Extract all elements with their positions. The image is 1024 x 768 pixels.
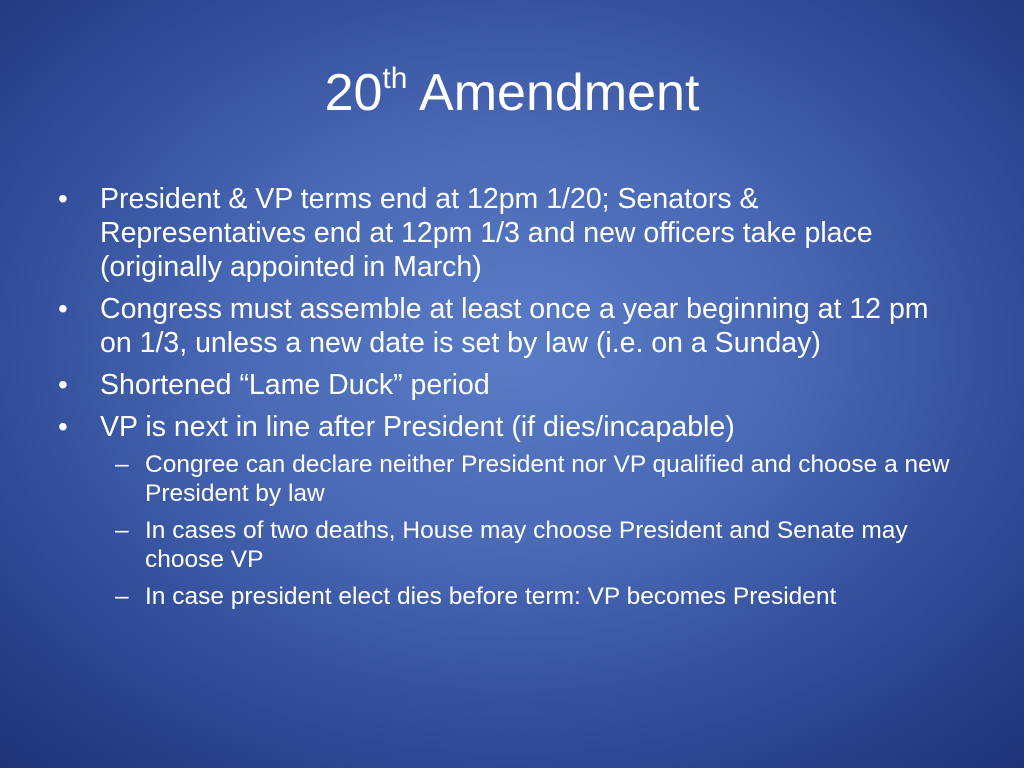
bullet-text: President & VP terms end at 12pm 1/20; Senators & Representatives end at 12pm 1/3 and new officers take place (originally appointed in March)	[100, 183, 873, 283]
bullet-text: Shortened “Lame Duck” period	[100, 369, 490, 401]
sub-bullet-text: In cases of two deaths, House may choose President and Senate may choose VP	[145, 517, 908, 573]
sub-bullet-text: Congree can declare neither President nor VP qualified and choose a new President by law	[145, 451, 950, 507]
bullet-icon: •	[58, 293, 68, 324]
bullet-text: Congress must assemble at least once a year beginning at 12 pm on 1/3, unless a new date is set by law (i.e. on a Sunday)	[100, 293, 929, 359]
slide-body	[58, 182, 963, 619]
bullet-list	[58, 182, 963, 611]
bullet-icon: •	[58, 183, 68, 214]
title-number: 20	[324, 64, 383, 122]
sub-bullet-text: In case president elect dies before term: VP becomes President	[145, 583, 837, 610]
sub-bullet-item	[100, 516, 963, 574]
dash-icon: –	[115, 451, 129, 478]
bullet-item	[58, 182, 963, 284]
sub-bullet-list	[100, 450, 963, 611]
bullet-item	[58, 410, 963, 611]
sub-bullet-item	[100, 450, 963, 508]
slide-title	[0, 62, 1024, 124]
bullet-icon: •	[58, 369, 68, 400]
dash-icon: –	[115, 517, 129, 544]
sub-bullet-item	[100, 582, 963, 611]
bullet-item	[58, 368, 963, 402]
title-text: Amendment	[407, 64, 700, 122]
dash-icon: –	[115, 583, 129, 610]
bullet-icon: •	[58, 411, 68, 442]
bullet-text: VP is next in line after President (if dies/incapable)	[100, 411, 735, 443]
title-superscript: th	[382, 62, 408, 95]
bullet-item	[58, 292, 963, 360]
